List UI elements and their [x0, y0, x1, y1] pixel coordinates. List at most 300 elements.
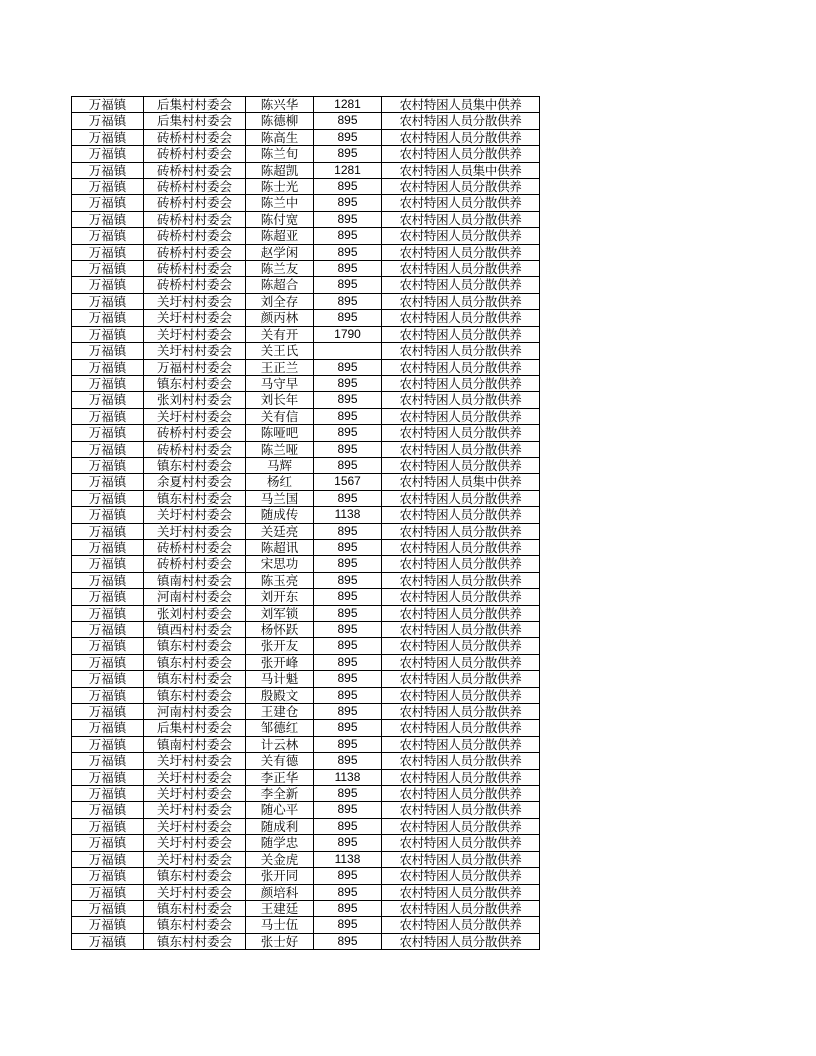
- name-cell: 随成利: [246, 818, 314, 834]
- village-committee-cell: 镇东村村委会: [144, 375, 246, 391]
- support-type-cell: 农村特困人员分散供养: [382, 293, 540, 309]
- table-row: [72, 884, 540, 900]
- village-committee-cell: 砖桥村村委会: [144, 146, 246, 162]
- support-type-cell: 农村特困人员分散供养: [382, 851, 540, 867]
- amount-cell: 895: [314, 392, 382, 408]
- village-committee-cell: 砖桥村村委会: [144, 162, 246, 178]
- amount-cell: 895: [314, 687, 382, 703]
- support-type-cell: 农村特困人员分散供养: [382, 884, 540, 900]
- table-row: [72, 228, 540, 244]
- amount-cell: 895: [314, 539, 382, 555]
- support-type-cell: 农村特困人员分散供养: [382, 900, 540, 916]
- support-type-cell: 农村特困人员分散供养: [382, 835, 540, 851]
- name-cell: 陈超讯: [246, 539, 314, 555]
- support-type-cell: 农村特困人员集中供养: [382, 97, 540, 113]
- support-type-cell: 农村特困人员分散供养: [382, 622, 540, 638]
- amount-cell: 895: [314, 638, 382, 654]
- name-cell: 随成传: [246, 507, 314, 523]
- name-cell: 王正兰: [246, 359, 314, 375]
- town-cell: 万福镇: [72, 589, 144, 605]
- name-cell: 陈超凯: [246, 162, 314, 178]
- table-row: [72, 146, 540, 162]
- amount-cell: 895: [314, 375, 382, 391]
- amount-cell: 895: [314, 654, 382, 670]
- records-sheet: [71, 96, 540, 950]
- amount-cell: 895: [314, 129, 382, 145]
- town-cell: 万福镇: [72, 622, 144, 638]
- town-cell: 万福镇: [72, 375, 144, 391]
- village-committee-cell: 关圩村村委会: [144, 884, 246, 900]
- village-committee-cell: 余夏村村委会: [144, 474, 246, 490]
- name-cell: 陈玉亮: [246, 572, 314, 588]
- name-cell: 王建廷: [246, 900, 314, 916]
- amount-cell: 895: [314, 884, 382, 900]
- town-cell: 万福镇: [72, 162, 144, 178]
- village-committee-cell: 关圩村村委会: [144, 835, 246, 851]
- support-type-cell: 农村特困人员分散供养: [382, 392, 540, 408]
- support-type-cell: 农村特困人员分散供养: [382, 654, 540, 670]
- name-cell: 李全新: [246, 786, 314, 802]
- name-cell: 马计魁: [246, 671, 314, 687]
- village-committee-cell: 砖桥村村委会: [144, 277, 246, 293]
- support-type-cell: 农村特困人员分散供养: [382, 310, 540, 326]
- table-row: [72, 392, 540, 408]
- table-row: [72, 97, 540, 113]
- amount-cell: 895: [314, 720, 382, 736]
- village-committee-cell: 镇东村村委会: [144, 917, 246, 933]
- village-committee-cell: 万福村村委会: [144, 359, 246, 375]
- support-type-cell: 农村特困人员分散供养: [382, 113, 540, 129]
- village-committee-cell: 砖桥村村委会: [144, 539, 246, 555]
- village-committee-cell: 河南村村委会: [144, 589, 246, 605]
- amount-cell: 895: [314, 359, 382, 375]
- village-committee-cell: 张刘村村委会: [144, 392, 246, 408]
- table-row: [72, 589, 540, 605]
- amount-cell: 895: [314, 786, 382, 802]
- village-committee-cell: 镇东村村委会: [144, 457, 246, 473]
- amount-cell: 895: [314, 868, 382, 884]
- name-cell: 关王氏: [246, 343, 314, 359]
- support-type-cell: 农村特困人员分散供养: [382, 720, 540, 736]
- village-committee-cell: 关圩村村委会: [144, 293, 246, 309]
- amount-cell: 1281: [314, 162, 382, 178]
- amount-cell: 1138: [314, 851, 382, 867]
- village-committee-cell: 后集村村委会: [144, 720, 246, 736]
- support-type-cell: 农村特困人员分散供养: [382, 605, 540, 621]
- village-committee-cell: 砖桥村村委会: [144, 441, 246, 457]
- table-row: [72, 261, 540, 277]
- support-type-cell: 农村特困人员分散供养: [382, 589, 540, 605]
- village-committee-cell: 镇西村村委会: [144, 622, 246, 638]
- village-committee-cell: 镇东村村委会: [144, 654, 246, 670]
- support-type-cell: 农村特困人员分散供养: [382, 261, 540, 277]
- name-cell: 张开峰: [246, 654, 314, 670]
- name-cell: 赵学闲: [246, 244, 314, 260]
- name-cell: 刘军锁: [246, 605, 314, 621]
- town-cell: 万福镇: [72, 868, 144, 884]
- town-cell: 万福镇: [72, 179, 144, 195]
- support-type-cell: 农村特困人员分散供养: [382, 671, 540, 687]
- town-cell: 万福镇: [72, 720, 144, 736]
- town-cell: 万福镇: [72, 654, 144, 670]
- town-cell: 万福镇: [72, 556, 144, 572]
- name-cell: 陈兰旬: [246, 146, 314, 162]
- town-cell: 万福镇: [72, 441, 144, 457]
- amount-cell: 895: [314, 736, 382, 752]
- table-row: [72, 835, 540, 851]
- village-committee-cell: 关圩村村委会: [144, 507, 246, 523]
- name-cell: 随学忠: [246, 835, 314, 851]
- village-committee-cell: 关圩村村委会: [144, 310, 246, 326]
- village-committee-cell: 砖桥村村委会: [144, 425, 246, 441]
- village-committee-cell: 镇南村村委会: [144, 572, 246, 588]
- table-row: [72, 457, 540, 473]
- village-committee-cell: 关圩村村委会: [144, 851, 246, 867]
- name-cell: 刘长年: [246, 392, 314, 408]
- amount-cell: 895: [314, 933, 382, 949]
- support-type-cell: 农村特困人员分散供养: [382, 769, 540, 785]
- name-cell: 关金虎: [246, 851, 314, 867]
- amount-cell: 895: [314, 244, 382, 260]
- support-type-cell: 农村特困人员分散供养: [382, 195, 540, 211]
- village-committee-cell: 关圩村村委会: [144, 523, 246, 539]
- amount-cell: 895: [314, 146, 382, 162]
- amount-cell: 895: [314, 261, 382, 277]
- village-committee-cell: 镇东村村委会: [144, 900, 246, 916]
- village-committee-cell: 张刘村村委会: [144, 605, 246, 621]
- name-cell: 关廷亮: [246, 523, 314, 539]
- support-type-cell: 农村特困人员分散供养: [382, 507, 540, 523]
- table-row: [72, 720, 540, 736]
- support-type-cell: 农村特困人员分散供养: [382, 375, 540, 391]
- village-committee-cell: 河南村村委会: [144, 704, 246, 720]
- amount-cell: 895: [314, 572, 382, 588]
- table-row: [72, 539, 540, 555]
- table-row: [72, 293, 540, 309]
- name-cell: 王建仓: [246, 704, 314, 720]
- name-cell: 陈超合: [246, 277, 314, 293]
- town-cell: 万福镇: [72, 687, 144, 703]
- support-type-cell: 农村特困人员分散供养: [382, 539, 540, 555]
- table-row: [72, 244, 540, 260]
- support-type-cell: 农村特困人员分散供养: [382, 933, 540, 949]
- village-committee-cell: 砖桥村村委会: [144, 129, 246, 145]
- support-type-cell: 农村特困人员分散供养: [382, 753, 540, 769]
- table-row: [72, 490, 540, 506]
- support-type-cell: 农村特困人员分散供养: [382, 638, 540, 654]
- name-cell: 关有开: [246, 326, 314, 342]
- support-type-cell: 农村特困人员分散供养: [382, 441, 540, 457]
- town-cell: 万福镇: [72, 343, 144, 359]
- table-row: [72, 507, 540, 523]
- support-type-cell: 农村特困人员分散供养: [382, 736, 540, 752]
- support-type-cell: 农村特困人员分散供养: [382, 211, 540, 227]
- table-row: [72, 425, 540, 441]
- name-cell: 关有德: [246, 753, 314, 769]
- town-cell: 万福镇: [72, 900, 144, 916]
- town-cell: 万福镇: [72, 769, 144, 785]
- amount-cell: 895: [314, 917, 382, 933]
- amount-cell: 1138: [314, 769, 382, 785]
- name-cell: 陈哑吧: [246, 425, 314, 441]
- table-row: [72, 277, 540, 293]
- support-type-cell: 农村特困人员分散供养: [382, 228, 540, 244]
- support-type-cell: 农村特困人员分散供养: [382, 146, 540, 162]
- name-cell: 随心平: [246, 802, 314, 818]
- town-cell: 万福镇: [72, 425, 144, 441]
- village-committee-cell: 砖桥村村委会: [144, 244, 246, 260]
- town-cell: 万福镇: [72, 195, 144, 211]
- amount-cell: 895: [314, 425, 382, 441]
- amount-cell: 895: [314, 753, 382, 769]
- support-type-cell: 农村特困人员分散供养: [382, 917, 540, 933]
- town-cell: 万福镇: [72, 359, 144, 375]
- support-type-cell: 农村特困人员分散供养: [382, 704, 540, 720]
- table-row: [72, 179, 540, 195]
- village-committee-cell: 镇东村村委会: [144, 933, 246, 949]
- town-cell: 万福镇: [72, 408, 144, 424]
- name-cell: 陈兰中: [246, 195, 314, 211]
- town-cell: 万福镇: [72, 326, 144, 342]
- town-cell: 万福镇: [72, 933, 144, 949]
- town-cell: 万福镇: [72, 310, 144, 326]
- table-row: [72, 736, 540, 752]
- town-cell: 万福镇: [72, 97, 144, 113]
- name-cell: 陈超亚: [246, 228, 314, 244]
- table-row: [72, 326, 540, 342]
- amount-cell: 895: [314, 195, 382, 211]
- name-cell: 马士伍: [246, 917, 314, 933]
- support-type-cell: 农村特困人员分散供养: [382, 408, 540, 424]
- name-cell: 杨怀跃: [246, 622, 314, 638]
- town-cell: 万福镇: [72, 523, 144, 539]
- amount-cell: 895: [314, 441, 382, 457]
- amount-cell: 895: [314, 408, 382, 424]
- town-cell: 万福镇: [72, 917, 144, 933]
- village-committee-cell: 镇东村村委会: [144, 868, 246, 884]
- village-committee-cell: 镇东村村委会: [144, 638, 246, 654]
- village-committee-cell: 关圩村村委会: [144, 802, 246, 818]
- support-type-cell: 农村特困人员分散供养: [382, 572, 540, 588]
- amount-cell: 895: [314, 818, 382, 834]
- village-committee-cell: 关圩村村委会: [144, 786, 246, 802]
- table-row: [72, 408, 540, 424]
- name-cell: 陈德柳: [246, 113, 314, 129]
- name-cell: 颜丙林: [246, 310, 314, 326]
- village-committee-cell: 镇东村村委会: [144, 490, 246, 506]
- table-row: [72, 310, 540, 326]
- table-row: [72, 933, 540, 949]
- table-row: [72, 556, 540, 572]
- town-cell: 万福镇: [72, 802, 144, 818]
- support-type-cell: 农村特困人员分散供养: [382, 359, 540, 375]
- town-cell: 万福镇: [72, 605, 144, 621]
- name-cell: 马辉: [246, 457, 314, 473]
- table-row: [72, 343, 540, 359]
- village-committee-cell: 砖桥村村委会: [144, 211, 246, 227]
- table-row: [72, 441, 540, 457]
- table-row: [72, 638, 540, 654]
- table-row: [72, 802, 540, 818]
- town-cell: 万福镇: [72, 835, 144, 851]
- amount-cell: 895: [314, 589, 382, 605]
- name-cell: 刘开东: [246, 589, 314, 605]
- village-committee-cell: 后集村村委会: [144, 113, 246, 129]
- amount-cell: 895: [314, 556, 382, 572]
- town-cell: 万福镇: [72, 261, 144, 277]
- name-cell: 颜培科: [246, 884, 314, 900]
- table-row: [72, 375, 540, 391]
- support-type-cell: 农村特困人员分散供养: [382, 425, 540, 441]
- town-cell: 万福镇: [72, 211, 144, 227]
- support-type-cell: 农村特困人员分散供养: [382, 818, 540, 834]
- town-cell: 万福镇: [72, 539, 144, 555]
- name-cell: 杨红: [246, 474, 314, 490]
- name-cell: 陈兰哑: [246, 441, 314, 457]
- amount-cell: 895: [314, 835, 382, 851]
- town-cell: 万福镇: [72, 244, 144, 260]
- town-cell: 万福镇: [72, 884, 144, 900]
- amount-cell: 895: [314, 179, 382, 195]
- table-row: [72, 671, 540, 687]
- table-row: [72, 687, 540, 703]
- village-committee-cell: 关圩村村委会: [144, 818, 246, 834]
- name-cell: 陈士光: [246, 179, 314, 195]
- amount-cell: 895: [314, 523, 382, 539]
- name-cell: 宋思功: [246, 556, 314, 572]
- town-cell: 万福镇: [72, 392, 144, 408]
- table-row: [72, 654, 540, 670]
- amount-cell: 895: [314, 211, 382, 227]
- name-cell: 张士好: [246, 933, 314, 949]
- support-type-cell: 农村特困人员分散供养: [382, 556, 540, 572]
- support-type-cell: 农村特困人员分散供养: [382, 343, 540, 359]
- amount-cell: 895: [314, 277, 382, 293]
- village-committee-cell: 后集村村委会: [144, 97, 246, 113]
- name-cell: 马兰国: [246, 490, 314, 506]
- amount-cell: 895: [314, 605, 382, 621]
- table-row: [72, 572, 540, 588]
- town-cell: 万福镇: [72, 146, 144, 162]
- amount-cell: 895: [314, 113, 382, 129]
- records-table-body: [72, 97, 540, 950]
- table-row: [72, 704, 540, 720]
- support-type-cell: 农村特困人员分散供养: [382, 457, 540, 473]
- table-row: [72, 359, 540, 375]
- town-cell: 万福镇: [72, 753, 144, 769]
- table-row: [72, 769, 540, 785]
- town-cell: 万福镇: [72, 113, 144, 129]
- amount-cell: 895: [314, 490, 382, 506]
- name-cell: 关有信: [246, 408, 314, 424]
- village-committee-cell: 砖桥村村委会: [144, 261, 246, 277]
- town-cell: 万福镇: [72, 490, 144, 506]
- name-cell: 陈兴华: [246, 97, 314, 113]
- village-committee-cell: 砖桥村村委会: [144, 228, 246, 244]
- town-cell: 万福镇: [72, 818, 144, 834]
- support-type-cell: 农村特困人员分散供养: [382, 326, 540, 342]
- town-cell: 万福镇: [72, 851, 144, 867]
- table-row: [72, 786, 540, 802]
- support-type-cell: 农村特困人员集中供养: [382, 162, 540, 178]
- town-cell: 万福镇: [72, 572, 144, 588]
- support-type-cell: 农村特困人员分散供养: [382, 129, 540, 145]
- table-row: [72, 753, 540, 769]
- name-cell: 刘全存: [246, 293, 314, 309]
- town-cell: 万福镇: [72, 671, 144, 687]
- amount-cell: 895: [314, 310, 382, 326]
- table-row: [72, 195, 540, 211]
- table-row: [72, 818, 540, 834]
- village-committee-cell: 镇东村村委会: [144, 671, 246, 687]
- name-cell: 李正华: [246, 769, 314, 785]
- records-table: [71, 96, 540, 950]
- support-type-cell: 农村特困人员分散供养: [382, 802, 540, 818]
- amount-cell: [314, 343, 382, 359]
- village-committee-cell: 镇南村村委会: [144, 736, 246, 752]
- support-type-cell: 农村特困人员分散供养: [382, 868, 540, 884]
- name-cell: 陈高生: [246, 129, 314, 145]
- village-committee-cell: 关圩村村委会: [144, 343, 246, 359]
- table-row: [72, 851, 540, 867]
- support-type-cell: 农村特困人员分散供养: [382, 523, 540, 539]
- table-row: [72, 162, 540, 178]
- amount-cell: 1790: [314, 326, 382, 342]
- amount-cell: 895: [314, 228, 382, 244]
- village-committee-cell: 砖桥村村委会: [144, 556, 246, 572]
- amount-cell: 895: [314, 802, 382, 818]
- support-type-cell: 农村特困人员分散供养: [382, 490, 540, 506]
- table-row: [72, 129, 540, 145]
- table-row: [72, 917, 540, 933]
- table-row: [72, 474, 540, 490]
- table-row: [72, 605, 540, 621]
- name-cell: 殷殿文: [246, 687, 314, 703]
- name-cell: 张开友: [246, 638, 314, 654]
- village-committee-cell: 砖桥村村委会: [144, 195, 246, 211]
- town-cell: 万福镇: [72, 457, 144, 473]
- amount-cell: 1567: [314, 474, 382, 490]
- table-row: [72, 900, 540, 916]
- support-type-cell: 农村特困人员分散供养: [382, 244, 540, 260]
- support-type-cell: 农村特困人员分散供养: [382, 687, 540, 703]
- name-cell: 张开同: [246, 868, 314, 884]
- town-cell: 万福镇: [72, 507, 144, 523]
- town-cell: 万福镇: [72, 638, 144, 654]
- name-cell: 邹德红: [246, 720, 314, 736]
- town-cell: 万福镇: [72, 474, 144, 490]
- village-committee-cell: 关圩村村委会: [144, 769, 246, 785]
- support-type-cell: 农村特困人员分散供养: [382, 179, 540, 195]
- town-cell: 万福镇: [72, 277, 144, 293]
- town-cell: 万福镇: [72, 228, 144, 244]
- name-cell: 计云林: [246, 736, 314, 752]
- village-committee-cell: 镇东村村委会: [144, 687, 246, 703]
- support-type-cell: 农村特困人员集中供养: [382, 474, 540, 490]
- table-row: [72, 622, 540, 638]
- support-type-cell: 农村特困人员分散供养: [382, 786, 540, 802]
- town-cell: 万福镇: [72, 293, 144, 309]
- town-cell: 万福镇: [72, 786, 144, 802]
- amount-cell: 895: [314, 900, 382, 916]
- support-type-cell: 农村特困人员分散供养: [382, 277, 540, 293]
- amount-cell: 895: [314, 457, 382, 473]
- village-committee-cell: 砖桥村村委会: [144, 179, 246, 195]
- village-committee-cell: 关圩村村委会: [144, 408, 246, 424]
- amount-cell: 895: [314, 293, 382, 309]
- amount-cell: 895: [314, 622, 382, 638]
- town-cell: 万福镇: [72, 736, 144, 752]
